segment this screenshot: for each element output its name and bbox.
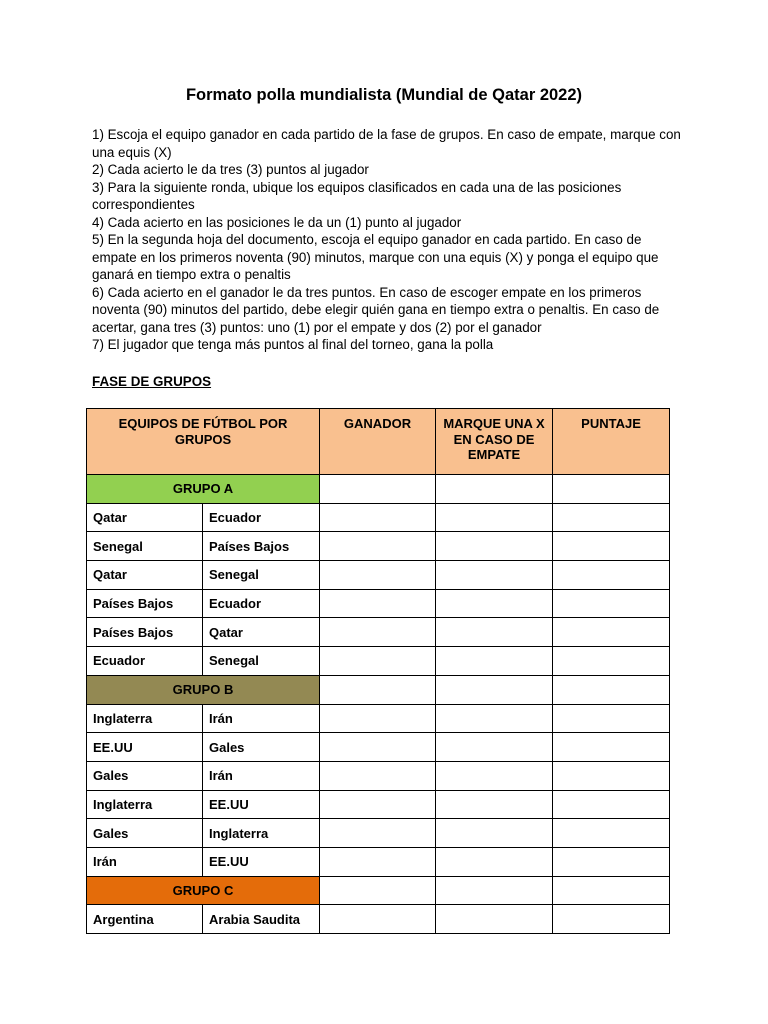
away-team: Irán [203, 761, 320, 790]
draw-cell[interactable] [436, 475, 553, 504]
away-team: Senegal [203, 561, 320, 590]
match-row [87, 561, 670, 590]
winner-cell[interactable] [320, 618, 436, 647]
match-row [87, 761, 670, 790]
home-team: Irán [87, 847, 203, 876]
home-team: Inglaterra [87, 704, 203, 733]
instructions-list [92, 126, 682, 354]
draw-cell[interactable] [436, 503, 553, 532]
match-row [87, 819, 670, 848]
away-team: Ecuador [203, 589, 320, 618]
score-cell[interactable] [553, 905, 670, 934]
home-team: EE.UU [87, 733, 203, 762]
winner-cell[interactable] [320, 647, 436, 676]
draw-cell[interactable] [436, 618, 553, 647]
draw-cell[interactable] [436, 905, 553, 934]
home-team: Gales [87, 819, 203, 848]
winner-cell[interactable] [320, 589, 436, 618]
group-stage-table [86, 408, 670, 934]
match-row [87, 618, 670, 647]
document-title: Formato polla mundialista (Mundial de Qatar 2022) [185, 86, 583, 104]
header-draw: MARQUE UNA X EN CASO DE EMPATE [436, 409, 553, 475]
group-row-a [87, 475, 670, 504]
table-header-row [87, 409, 670, 475]
winner-cell[interactable] [320, 847, 436, 876]
instruction-item: 5) En la segunda hoja del documento, escoja el equipo ganador en cada partido. En caso de empate en los primeros noventa (90) minutos, marque con una equis (X) y ponga el equipo que ganará en tiempo extra o penaltis [92, 232, 659, 282]
draw-cell[interactable] [436, 647, 553, 676]
score-cell[interactable] [553, 790, 670, 819]
draw-cell[interactable] [436, 704, 553, 733]
score-cell[interactable] [553, 475, 670, 504]
match-row [87, 905, 670, 934]
group-row-c [87, 876, 670, 905]
winner-cell[interactable] [320, 704, 436, 733]
score-cell[interactable] [553, 704, 670, 733]
match-row [87, 647, 670, 676]
score-cell[interactable] [553, 561, 670, 590]
score-cell[interactable] [553, 847, 670, 876]
match-row [87, 733, 670, 762]
match-row [87, 589, 670, 618]
away-team: Senegal [203, 647, 320, 676]
score-cell[interactable] [553, 503, 670, 532]
score-cell[interactable] [553, 589, 670, 618]
draw-cell[interactable] [436, 589, 553, 618]
draw-cell[interactable] [436, 761, 553, 790]
header-winner: GANADOR [320, 409, 436, 475]
away-team: Gales [203, 733, 320, 762]
group-label-b: GRUPO B [87, 675, 320, 704]
home-team: Qatar [87, 503, 203, 532]
instruction-item: 1) Escoja el equipo ganador en cada partido de la fase de grupos. En caso de empate, marque con una equis (X) [92, 127, 681, 160]
away-team: Irán [203, 704, 320, 733]
instruction-item: 6) Cada acierto en el ganador le da tres puntos. En caso de escoger empate en los primeros noventa (90) minutos del partido, debe elegir quién gana en tiempo extra o penaltis. En caso de acertar, gana tres (3) puntos: uno (1) por el empate y dos (2) por el ganador [92, 284, 660, 335]
score-cell[interactable] [553, 761, 670, 790]
draw-cell[interactable] [436, 847, 553, 876]
away-team: EE.UU [203, 847, 320, 876]
home-team: Qatar [87, 561, 203, 590]
home-team: Inglaterra [87, 790, 203, 819]
match-row [87, 704, 670, 733]
draw-cell[interactable] [436, 876, 553, 905]
winner-cell[interactable] [320, 876, 436, 905]
away-team: EE.UU [203, 790, 320, 819]
away-team: Inglaterra [203, 819, 320, 848]
winner-cell[interactable] [320, 675, 436, 704]
winner-cell[interactable] [320, 503, 436, 532]
header-teams: EQUIPOS DE FÚTBOL POR GRUPOS [87, 409, 320, 475]
draw-cell[interactable] [436, 819, 553, 848]
score-cell[interactable] [553, 618, 670, 647]
score-cell[interactable] [553, 647, 670, 676]
winner-cell[interactable] [320, 790, 436, 819]
draw-cell[interactable] [436, 790, 553, 819]
winner-cell[interactable] [320, 761, 436, 790]
match-row [87, 503, 670, 532]
score-cell[interactable] [553, 675, 670, 704]
score-cell[interactable] [553, 819, 670, 848]
away-team: Arabia Saudita [203, 905, 320, 934]
away-team: Qatar [203, 618, 320, 647]
score-cell[interactable] [553, 532, 670, 561]
home-team: Países Bajos [87, 618, 203, 647]
away-team: Países Bajos [203, 532, 320, 561]
home-team: Países Bajos [87, 589, 203, 618]
section-heading-group-stage: FASE DE GRUPOS [92, 374, 212, 389]
home-team: Gales [87, 761, 203, 790]
draw-cell[interactable] [436, 675, 553, 704]
winner-cell[interactable] [320, 905, 436, 934]
group-label-a: GRUPO A [87, 475, 320, 504]
winner-cell[interactable] [320, 733, 436, 762]
match-row [87, 532, 670, 561]
away-team: Ecuador [203, 503, 320, 532]
instruction-item: 7) El jugador que tenga más puntos al final del torneo, gana la polla [92, 337, 494, 352]
draw-cell[interactable] [436, 532, 553, 561]
group-label-c: GRUPO C [87, 876, 320, 905]
home-team: Ecuador [87, 647, 203, 676]
winner-cell[interactable] [320, 475, 436, 504]
score-cell[interactable] [553, 733, 670, 762]
draw-cell[interactable] [436, 561, 553, 590]
match-row [87, 847, 670, 876]
winner-cell[interactable] [320, 532, 436, 561]
home-team: Argentina [87, 905, 203, 934]
match-row [87, 790, 670, 819]
instruction-item: 2) Cada acierto le da tres (3) puntos al jugador [92, 162, 369, 177]
group-row-b [87, 675, 670, 704]
draw-cell[interactable] [436, 733, 553, 762]
score-cell[interactable] [553, 876, 670, 905]
home-team: Senegal [87, 532, 203, 561]
header-score: PUNTAJE [553, 409, 670, 475]
winner-cell[interactable] [320, 561, 436, 590]
instruction-item: 3) Para la siguiente ronda, ubique los equipos clasificados en cada una de las posiciones correspondientes [92, 179, 622, 212]
winner-cell[interactable] [320, 819, 436, 848]
instruction-item: 4) Cada acierto en las posiciones le da un (1) punto al jugador [92, 214, 462, 230]
